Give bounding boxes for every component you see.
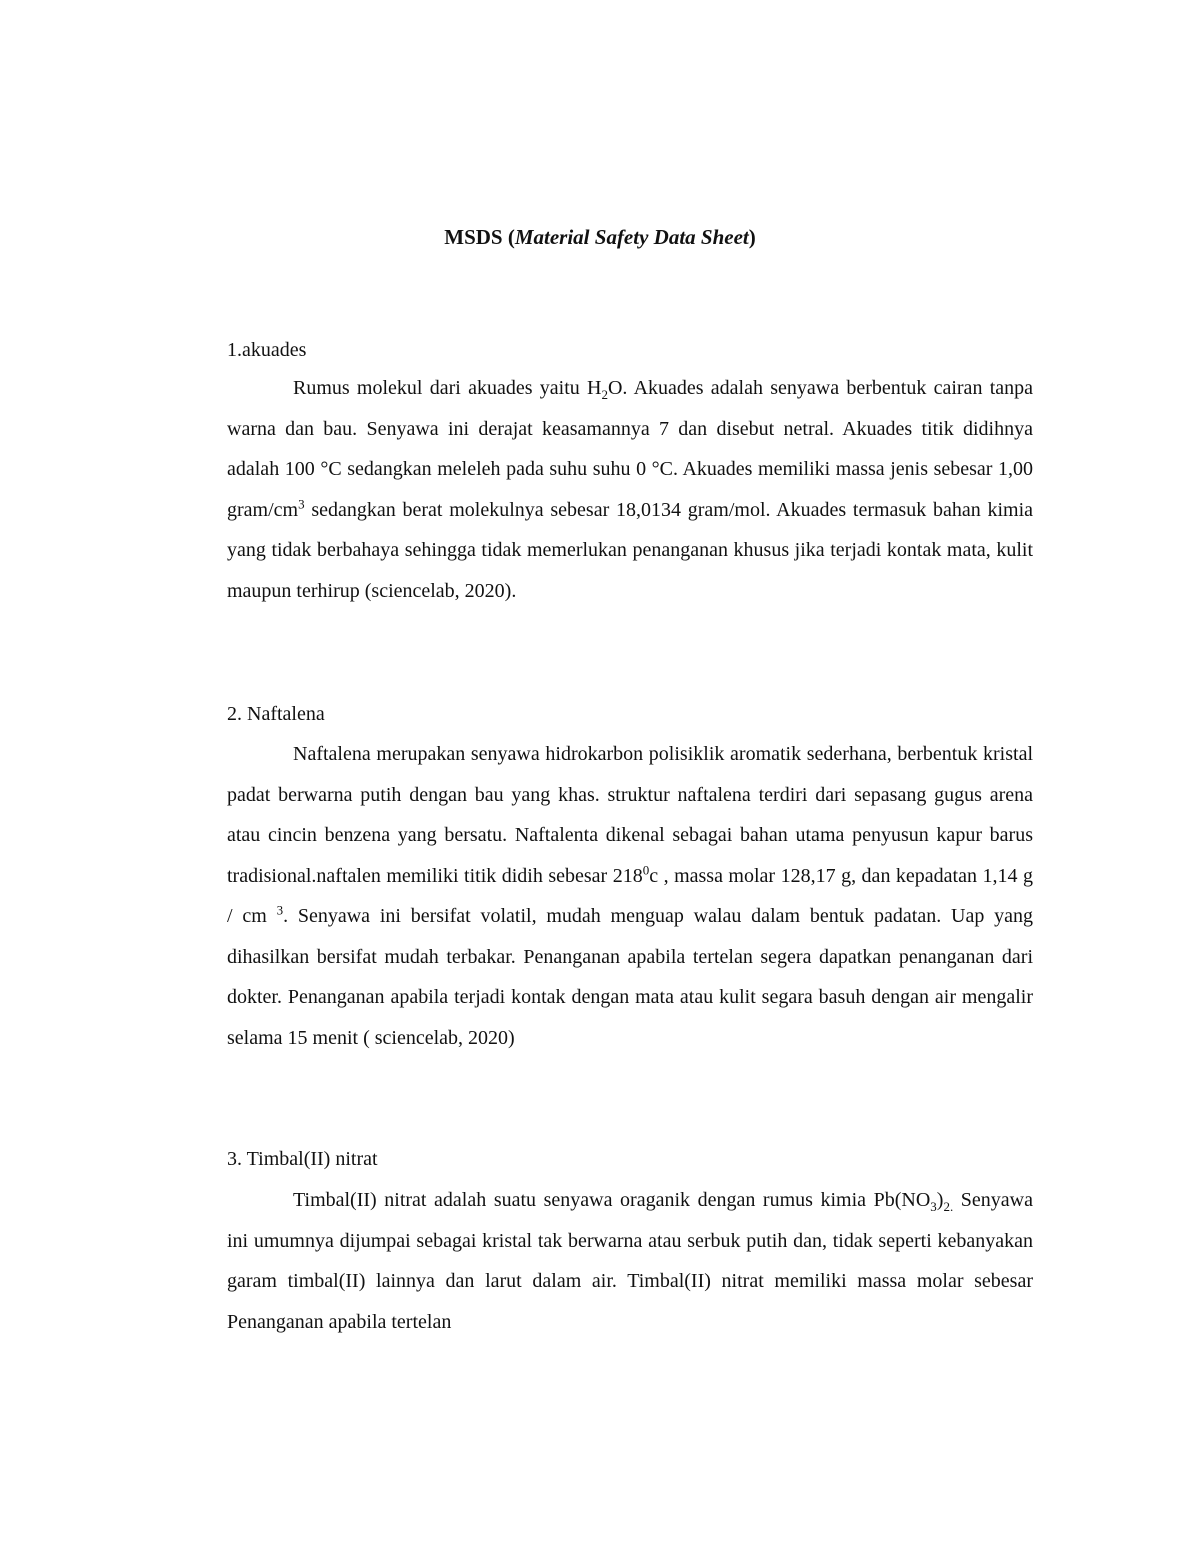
section-paragraph-akuades <box>227 368 1033 611</box>
document-title <box>0 222 1200 252</box>
section-paragraph-naftalena <box>227 734 1033 1058</box>
section-heading-akuades: 1.akuades <box>227 339 307 361</box>
paragraph-text: Naftalena merupakan senyawa hidrokarbon polisiklik aromatik sederhana, berbentuk kristal padat berwarna putih dengan bau yang khas. struktur naftalena terdiri dari sepasang gugus arena atau cincin benzena yang bersatu. Naftalenta dikenal sebagai bahan utama penyusun kapur barus tradisional.naftalen memiliki titik didih sebesar 218 <box>227 743 1033 887</box>
paragraph-text: ) <box>936 1189 944 1211</box>
paragraph-text: Senyawa ini umumnya dijumpai sebagai kristal tak berwarna atau serbuk putih dan, tidak seperti kebanyakan garam timbal(II) lainnya dan larut dalam air. Timbal(II) nitrat memiliki massa molar sebesar Penanganan apabila tertelan <box>227 1189 1033 1333</box>
title-italic: Material Safety Data Sheet <box>514 225 749 249</box>
section-paragraph-timbal-nitrat <box>227 1180 1033 1342</box>
superscript: 0 <box>642 861 650 877</box>
paragraph-text: O. Akuades adalah senyawa berbentuk cairan tanpa warna dan bau. Senyawa ini derajat keasamannya 7 dan disebut netral. Akuades titik didihnya adalah 100 °C sedangkan meleleh pada suhu suhu 0 °C. Akuades memiliki massa jenis sebesar 1,00 gram/cm <box>227 377 1034 521</box>
paragraph-text: . Senyawa ini bersifat volatil, mudah menguap walau dalam bentuk padatan. Uap yang dihasilkan bersifat mudah terbakar. Penanganan apabila tertelan segera dapatkan penanganan dari dokter. Penanganan apabila terjadi kontak dengan mata atau kulit segara basuh dengan air mengalir selama 15 menit ( sciencelab, 2020) <box>227 905 1033 1049</box>
subscript: 2. <box>943 1199 954 1214</box>
paragraph-text: Timbal(II) nitrat adalah suatu senyawa oraganik dengan rumus kimia Pb(NO <box>293 1189 931 1211</box>
superscript: 3 <box>298 495 305 511</box>
title-suffix: ) <box>748 225 756 249</box>
superscript: 3 <box>276 902 284 918</box>
paragraph-text: c , massa molar 128,17 g, dan kepadatan 1,14 g / cm <box>227 864 1033 927</box>
section-heading-timbal-nitrat: 3. Timbal(II) nitrat <box>227 1148 378 1170</box>
paragraph-text: Rumus molekul dari akuades yaitu H <box>293 377 602 399</box>
subscript: 2 <box>601 387 608 402</box>
subscript: 3 <box>930 1199 937 1214</box>
title-prefix: MSDS ( <box>444 225 515 249</box>
section-heading-naftalena: 2. Naftalena <box>227 703 325 725</box>
paragraph-text: sedangkan berat molekulnya sebesar 18,0134 gram/mol. Akuades termasuk bahan kimia yang tidak berbahaya sehingga tidak memerlukan penanganan khusus jika terjadi kontak mata, kulit maupun terhirup (sciencelab, 2020). <box>227 498 1033 602</box>
